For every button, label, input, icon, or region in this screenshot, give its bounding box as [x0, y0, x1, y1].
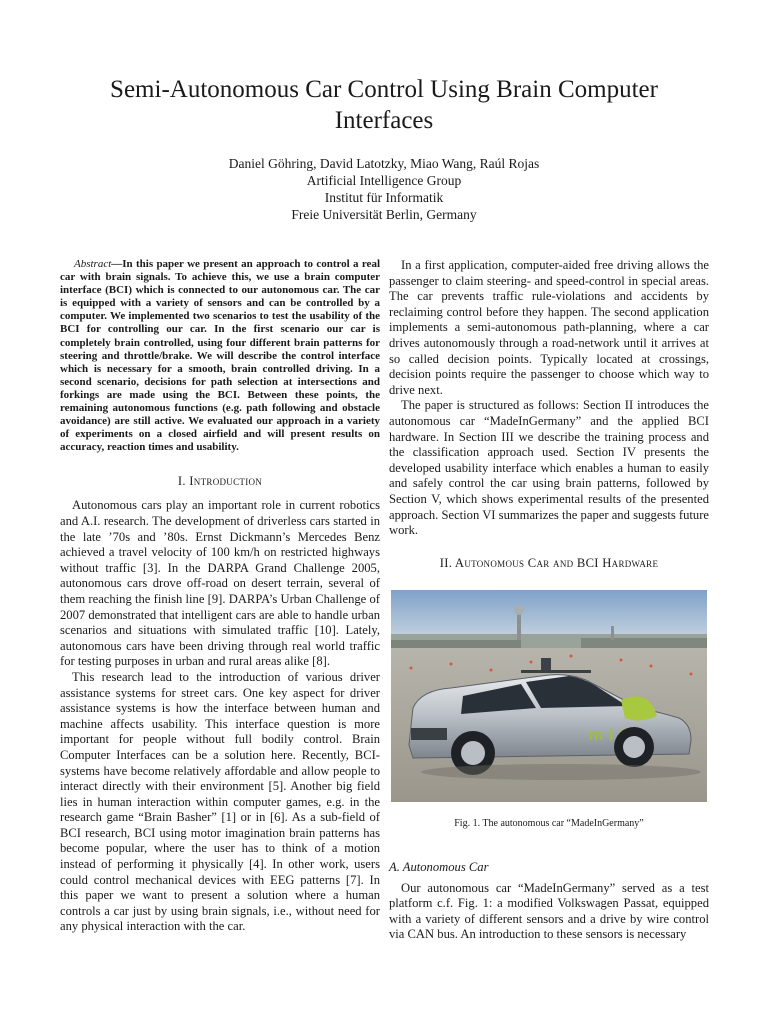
intro-paragraph-1: Autonomous cars play an important role in current robotics and A.I. research. The development of driverless cars started in the late ’70s and ’80s. Ernst Dickmann’s Mercedes Benz achieved a travel velocity of 100 km/h on restricted highways without traffic [3]. In the DARPA Grand Challenge 2005, autonomous cars drove off-road on desert terrain, several of them reaching the finish line [9]. DARPA’s Urban Challenge of 2007 demonstrated that intelligent cars are able to handle urban scenarios and situations with simulated traffic [10]. Lately, autonomous cars have been driving through real world traffic for testing purposes in urban and rural areas alike [8].: [60, 498, 380, 669]
left-column: [60, 258, 380, 935]
abstract: [60, 258, 380, 454]
figure-car-photo: [391, 590, 707, 802]
author-block: [100, 155, 668, 223]
subsection-heading-autonomous-car: A. Autonomous Car: [389, 859, 489, 874]
section-heading-autonomous-car-bci: II. Autonomous Car and BCI Hardware: [439, 555, 659, 570]
right-paragraph-1: In a first application, computer-aided free driving allows the passenger to claim steering- and speed-control in special areas. The car prevents traffic rule-violations and accidents by reclaiming control before they happen. The second application implements a semi-autonomous path-planning, where a car drives autonomously through a road-network until it arrives at so called decision points. Typically located at crossings, decision points require the passenger to choose which way to drive next.: [389, 258, 709, 397]
affiliation-institute: Institut für Informatik: [324, 190, 444, 205]
svg-text:m: m: [589, 726, 604, 744]
svg-text:i: i: [609, 726, 614, 744]
autonomous-car-paragraph: Our autonomous car “MadeInGermany” served as a test platform c.f. Fig. 1: a modified Volkswagen Passat, equipped with a variety of different sensors and a drive by wire control via CAN bus. An introduction to these sensors is necessary: [389, 880, 709, 942]
car-photo-illustration: [391, 590, 707, 802]
affiliation-group: Artificial Intelligence Group: [306, 173, 462, 188]
paper-title: Semi-Autonomous Car Control Using Brain Computer Interfaces: [110, 76, 658, 134]
author-names: Daniel Göhring, David Latotzky, Miao Wang, Raúl Rojas: [228, 156, 540, 171]
section-heading-introduction: I. Introduction: [177, 474, 263, 489]
abstract-text: —In this paper we present an approach to control a real car with brain signals. To achieve this, we use a brain computer interface (BCI) which is connected to our autonomous car. The car is equipped with a variety of sensors and can be controlled by a computer. We implemented two scenarios to test the usability of the BCI for controlling our car. In the first scenario our car is completely brain controlled, using four different brain patterns for steering and throttle/brake. We will describe the control interface which is necessary for a smooth, brain controlled driving. In a second scenario, decisions for path selection at intersections and forkings are made using the BCI. Between these points, the remaining autonomous functions (e.g. path following and obstacle avoidance) are still active. We evaluated our approach in a variety of experiments on a closed airfield and will present results on accuracy, reaction times and usability.: [60, 258, 380, 454]
affiliation-university: Freie Universität Berlin, Germany: [291, 207, 477, 222]
right-paragraph-2: The paper is structured as follows: Section II introduces the autonomous car “MadeInGermany” and the applied BCI hardware. In Section III we describe the training process and the classification approach used. Section IV presents the developed usability interface which enables a human to easily and safely control the car using brain patterns, followed by Section V, which shows experimental results of the presented approach. Section VI summarizes the paper and suggests future work.: [389, 398, 709, 538]
abstract-label: Abstract: [74, 258, 112, 270]
right-column: [389, 258, 709, 943]
figure-caption: Fig. 1. The autonomous car “MadeInGermany”: [454, 817, 644, 829]
intro-paragraph-2: This research lead to the introduction of various driver assistance systems for street cars. One key aspect for driver assistance systems is how the interface between human and machine affects usability. This interface question is more important for people without full bodily control. Brain Computer Interfaces can be a solution here. Recently, BCI-systems have become relatively affordable and allow people to interact directly with their environment [5]. Another big field lies in human interaction within computer games, e.g. in the research game “Brain Basher” [1] or in [6]. As a sub-field of BCI research, BCI using motor imagination brain patterns has become popular, where the user has to think of a motion instead of performing it physically [4]. In other work, users could control mechanical devices with EEG patterns [7]. In this paper we want to present a solution where a human controls a car just by using brain signals, i.e., without need for any physical interaction with the car.: [60, 669, 380, 934]
